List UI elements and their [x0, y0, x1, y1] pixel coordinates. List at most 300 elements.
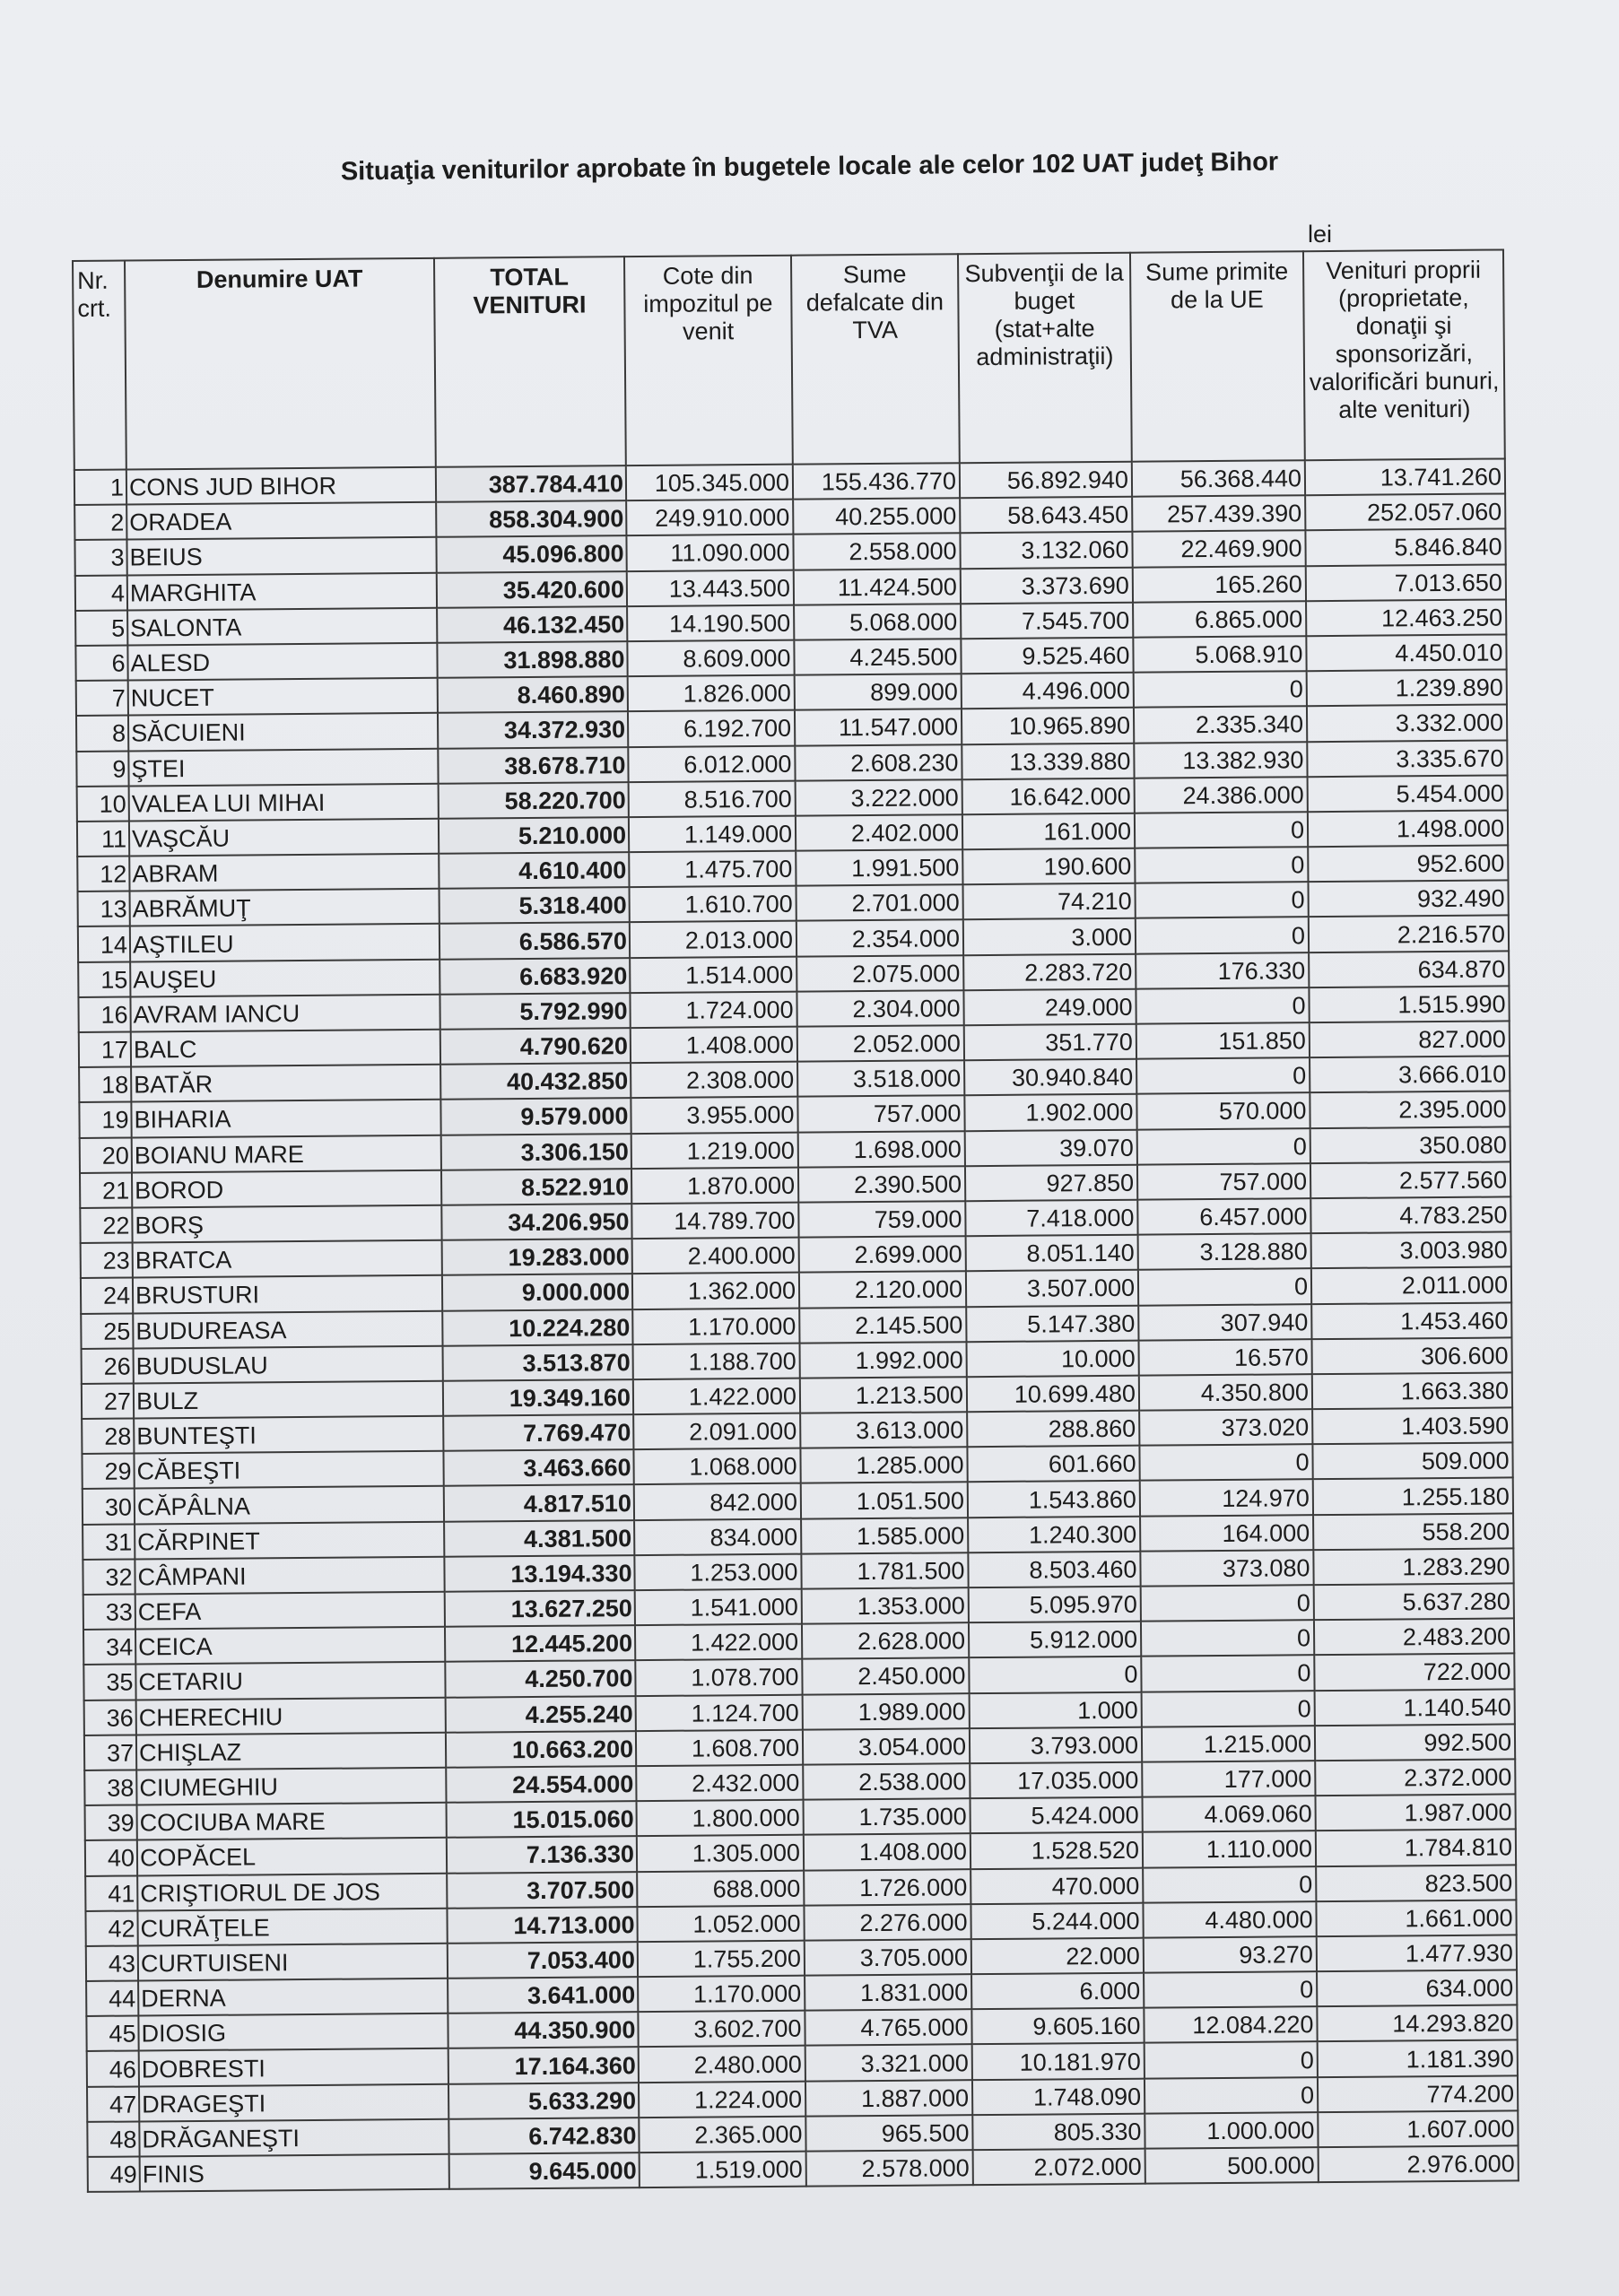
- cell-denumire-uat: COPĂCEL: [137, 1838, 447, 1875]
- cell-denumire-uat: CIUMEGHIU: [136, 1768, 446, 1805]
- cell-denumire-uat: BRATCA: [133, 1240, 442, 1278]
- cell-sume-tva: 3.321.000: [805, 2045, 972, 2082]
- cell-total-venituri: 4.817.510: [444, 1485, 634, 1522]
- cell-nr-crt: 39: [85, 1805, 137, 1841]
- page-title: Situaţia veniturilor aprobate în bugetele locale ale celor 102 UAT judeţ Bihor: [340, 147, 1279, 187]
- cell-total-venituri: 34.372.930: [438, 711, 628, 748]
- cell-total-venituri: 34.206.950: [441, 1204, 631, 1240]
- cell-total-venituri: 12.445.200: [445, 1625, 635, 1662]
- cell-nr-crt: 26: [82, 1348, 134, 1384]
- cell-sume-tva: 5.068.000: [794, 604, 961, 640]
- cell-subventii: 1.543.860: [968, 1481, 1140, 1518]
- cell-sume-ue: 0: [1136, 1057, 1310, 1094]
- cell-cote-impozit: 1.519.000: [640, 2152, 806, 2188]
- header-venituri-proprii: Venituri proprii (proprietate, donaţii şi sponsorizări, valorificări bunuri, alte venituri): [1303, 249, 1505, 460]
- cell-cote-impozit: 1.610.700: [630, 886, 796, 923]
- cell-subventii: 10.699.480: [967, 1376, 1139, 1413]
- cell-denumire-uat: BUNTEŞTI: [134, 1416, 443, 1454]
- cell-subventii: 4.496.000: [962, 673, 1134, 709]
- cell-denumire-uat: BUDUREASA: [133, 1310, 442, 1348]
- cell-sume-ue: 0: [1135, 882, 1308, 918]
- cell-venituri-proprii: 774.200: [1318, 2075, 1518, 2112]
- cell-total-venituri: 4.381.500: [444, 1520, 634, 1557]
- cell-sume-ue: 16.570: [1138, 1339, 1311, 1376]
- cell-denumire-uat: VALEA LUI MIHAI: [129, 783, 439, 821]
- cell-nr-crt: 11: [77, 821, 129, 857]
- cell-cote-impozit: 8.516.700: [629, 780, 796, 817]
- cell-subventii: 58.643.450: [960, 497, 1132, 534]
- cell-denumire-uat: BRUSTURI: [133, 1275, 442, 1313]
- cell-cote-impozit: 2.432.000: [636, 1765, 803, 1802]
- cell-nr-crt: 46: [87, 2051, 139, 2087]
- cell-nr-crt: 41: [85, 1875, 137, 1911]
- cell-denumire-uat: BIHARIA: [131, 1100, 440, 1137]
- cell-total-venituri: 45.096.800: [436, 536, 626, 573]
- cell-sume-tva: 1.726.000: [804, 1869, 971, 1906]
- cell-sume-ue: 176.330: [1136, 952, 1309, 989]
- cell-subventii: 1.000: [970, 1692, 1142, 1728]
- cell-cote-impozit: 834.000: [634, 1518, 801, 1555]
- cell-sume-ue: 56.368.440: [1132, 460, 1305, 497]
- cell-subventii: 5.424.000: [971, 1797, 1143, 1834]
- cell-denumire-uat: AVRAM IANCU: [130, 995, 440, 1032]
- cell-cote-impozit: 1.362.000: [632, 1273, 799, 1309]
- cell-denumire-uat: CONS JUD BIHOR: [126, 467, 436, 505]
- cell-sume-ue: 6.457.000: [1137, 1198, 1310, 1235]
- cell-denumire-uat: DIOSIG: [138, 2013, 448, 2051]
- cell-sume-ue: 0: [1135, 812, 1308, 848]
- cell-sume-tva: 2.402.000: [796, 814, 962, 851]
- cell-denumire-uat: ABRĂMUŢ: [130, 889, 440, 926]
- cell-nr-crt: 12: [77, 857, 129, 892]
- cell-nr-crt: 28: [82, 1419, 134, 1455]
- cell-nr-crt: 31: [83, 1524, 135, 1560]
- cell-denumire-uat: CEFA: [135, 1592, 445, 1630]
- cell-denumire-uat: CHERECHIU: [136, 1697, 446, 1735]
- cell-cote-impozit: 2.480.000: [639, 2046, 805, 2083]
- cell-subventii: 8.051.140: [966, 1235, 1138, 1272]
- cell-cote-impozit: 1.219.000: [631, 1132, 798, 1169]
- cell-subventii: 1.240.300: [968, 1516, 1140, 1552]
- cell-nr-crt: 20: [80, 1137, 132, 1173]
- cell-nr-crt: 19: [79, 1102, 131, 1138]
- cell-cote-impozit: 1.514.000: [630, 956, 796, 993]
- cell-total-venituri: 5.792.990: [440, 993, 630, 1030]
- cell-sume-tva: 3.518.000: [797, 1060, 964, 1097]
- cell-subventii: 13.339.880: [962, 743, 1134, 779]
- cell-sume-ue: 13.382.930: [1134, 742, 1307, 778]
- cell-denumire-uat: AŞTILEU: [130, 924, 440, 961]
- cell-venituri-proprii: 5.637.280: [1314, 1583, 1514, 1620]
- cell-sume-ue: 4.069.060: [1142, 1796, 1315, 1832]
- currency-unit: lei: [1308, 221, 1333, 248]
- cell-subventii: 7.545.700: [961, 602, 1133, 639]
- cell-nr-crt: 42: [85, 1910, 137, 1946]
- cell-subventii: 8.503.460: [968, 1552, 1140, 1588]
- cell-venituri-proprii: 1.515.990: [1309, 986, 1509, 1022]
- cell-venituri-proprii: 1.453.460: [1311, 1302, 1511, 1339]
- cell-sume-tva: 11.547.000: [795, 709, 962, 746]
- header-total-venituri: TOTAL VENITURI: [434, 257, 626, 467]
- cell-venituri-proprii: 306.600: [1311, 1337, 1511, 1374]
- cell-denumire-uat: BORŞ: [132, 1205, 441, 1243]
- cell-sume-tva: 759.000: [798, 1201, 965, 1238]
- cell-cote-impozit: 13.443.500: [627, 570, 794, 606]
- cell-nr-crt: 23: [81, 1243, 133, 1279]
- table-header-row: [73, 249, 1505, 470]
- cell-denumire-uat: MARGHITA: [127, 572, 437, 610]
- cell-total-venituri: 387.784.410: [436, 465, 626, 502]
- cell-denumire-uat: AUŞEU: [130, 959, 440, 996]
- cell-subventii: 9.525.460: [961, 638, 1133, 674]
- header-denumire-uat: Denumire UAT: [125, 258, 436, 470]
- cell-sume-ue: 5.068.910: [1133, 636, 1306, 673]
- cell-total-venituri: 8.522.910: [441, 1169, 631, 1205]
- cell-nr-crt: 13: [78, 891, 130, 927]
- cell-subventii: 805.330: [972, 2113, 1145, 2150]
- cell-venituri-proprii: 1.477.930: [1317, 1935, 1517, 1971]
- cell-subventii: 56.892.940: [960, 462, 1132, 499]
- cell-venituri-proprii: 827.000: [1310, 1021, 1510, 1057]
- cell-cote-impozit: 105.345.000: [626, 465, 793, 501]
- cell-total-venituri: 13.627.250: [445, 1590, 635, 1627]
- cell-denumire-uat: ŞTEI: [128, 748, 438, 786]
- cell-venituri-proprii: 2.372.000: [1315, 1759, 1515, 1796]
- cell-sume-ue: 3.128.880: [1138, 1233, 1311, 1270]
- cell-subventii: 0: [969, 1657, 1141, 1693]
- cell-sume-ue: 0: [1136, 987, 1309, 1024]
- cell-cote-impozit: 6.192.700: [628, 710, 795, 747]
- cell-total-venituri: 7.053.400: [448, 1942, 638, 1979]
- cell-denumire-uat: CETARIU: [135, 1662, 445, 1700]
- cell-sume-ue: 373.080: [1140, 1550, 1313, 1587]
- cell-cote-impozit: 11.090.000: [626, 535, 793, 571]
- cell-total-venituri: 3.463.660: [443, 1449, 633, 1486]
- cell-venituri-proprii: 1.784.810: [1316, 1830, 1516, 1866]
- cell-total-venituri: 6.683.920: [440, 958, 630, 995]
- cell-nr-crt: 16: [78, 996, 130, 1032]
- cell-denumire-uat: CĂRPINET: [135, 1521, 444, 1559]
- cell-subventii: 10.965.890: [962, 708, 1134, 744]
- cell-denumire-uat: BUDUSLAU: [134, 1345, 443, 1383]
- cell-subventii: 6.000: [971, 1973, 1144, 2010]
- cell-denumire-uat: CĂPÂLNA: [135, 1486, 444, 1524]
- cell-total-venituri: 3.513.870: [443, 1344, 633, 1381]
- cell-sume-tva: 1.735.000: [804, 1798, 971, 1835]
- cell-cote-impozit: 1.124.700: [636, 1694, 803, 1731]
- cell-sume-tva: 1.285.000: [800, 1447, 967, 1483]
- cell-nr-crt: 27: [82, 1383, 134, 1419]
- cell-sume-tva: 2.628.000: [802, 1622, 969, 1659]
- cell-subventii: 9.605.160: [971, 2008, 1144, 2045]
- cell-subventii: 927.850: [965, 1164, 1137, 1201]
- cell-cote-impozit: 688.000: [637, 1870, 804, 1907]
- cell-nr-crt: 32: [83, 1559, 135, 1595]
- cell-cote-impozit: 1.052.000: [637, 1905, 804, 1942]
- cell-subventii: 3.000: [963, 918, 1136, 955]
- cell-subventii: 470.000: [971, 1867, 1143, 1904]
- cell-venituri-proprii: 2.216.570: [1309, 916, 1509, 952]
- cell-total-venituri: 17.164.360: [448, 2048, 639, 2084]
- cell-subventii: 10.000: [967, 1340, 1139, 1377]
- cell-venituri-proprii: 634.000: [1317, 1970, 1517, 2006]
- cell-sume-tva: 899.000: [795, 674, 962, 710]
- cell-sume-tva: 2.390.500: [798, 1166, 965, 1203]
- cell-total-venituri: 4.790.620: [440, 1028, 631, 1065]
- cell-venituri-proprii: 992.500: [1315, 1724, 1515, 1761]
- cell-venituri-proprii: 7.013.650: [1306, 564, 1506, 601]
- cell-sume-ue: 124.970: [1140, 1480, 1313, 1517]
- cell-venituri-proprii: 5.454.000: [1308, 775, 1508, 812]
- cell-venituri-proprii: 1.283.290: [1313, 1548, 1513, 1585]
- cell-total-venituri: 5.210.000: [439, 817, 629, 854]
- cell-sume-ue: 0: [1143, 1866, 1316, 1903]
- cell-venituri-proprii: 3.666.010: [1310, 1057, 1510, 1093]
- cell-sume-ue: 500.000: [1145, 2147, 1319, 2184]
- cell-nr-crt: 17: [79, 1032, 131, 1068]
- cell-total-venituri: 6.586.570: [440, 923, 630, 960]
- header-sume-tva: Sume defalcate din TVA: [791, 254, 960, 464]
- cell-cote-impozit: 1.224.000: [639, 2081, 805, 2118]
- cell-denumire-uat: ALESD: [127, 643, 437, 681]
- cell-sume-tva: 1.698.000: [798, 1131, 965, 1168]
- cell-denumire-uat: BOROD: [132, 1170, 441, 1208]
- cell-subventii: 601.660: [967, 1446, 1139, 1483]
- cell-sume-ue: 0: [1137, 1128, 1310, 1165]
- cell-denumire-uat: SĂCUIENI: [128, 713, 438, 751]
- cell-cote-impozit: 1.800.000: [637, 1800, 804, 1837]
- cell-cote-impozit: 1.305.000: [637, 1835, 804, 1872]
- cell-cote-impozit: 1.870.000: [631, 1167, 798, 1204]
- cell-venituri-proprii: 932.490: [1308, 881, 1508, 918]
- cell-total-venituri: 9.579.000: [440, 1099, 631, 1135]
- cell-venituri-proprii: 4.783.250: [1310, 1196, 1510, 1233]
- cell-sume-ue: 1.215.000: [1142, 1726, 1315, 1762]
- cell-sume-ue: 0: [1135, 847, 1308, 883]
- cell-cote-impozit: 1.541.000: [635, 1589, 802, 1626]
- cell-total-venituri: 3.707.500: [447, 1872, 637, 1909]
- cell-denumire-uat: CURTUISENI: [138, 1944, 448, 1981]
- cell-sume-tva: 1.213.500: [800, 1377, 967, 1413]
- cell-venituri-proprii: 2.011.000: [1311, 1267, 1511, 1304]
- cell-cote-impozit: 2.308.000: [631, 1062, 797, 1099]
- cell-venituri-proprii: 3.003.980: [1311, 1232, 1511, 1269]
- cell-nr-crt: 8: [76, 716, 128, 752]
- cell-sume-ue: 1.000.000: [1145, 2112, 1318, 2149]
- cell-venituri-proprii: 722.000: [1314, 1654, 1514, 1691]
- cell-nr-crt: 1: [74, 470, 126, 506]
- cell-sume-ue: 4.480.000: [1143, 1901, 1316, 1938]
- cell-subventii: 190.600: [962, 848, 1135, 885]
- cell-sume-ue: 0: [1141, 1585, 1314, 1622]
- cell-sume-tva: 1.051.500: [801, 1483, 968, 1519]
- cell-subventii: 3.793.000: [970, 1726, 1142, 1763]
- cell-cote-impozit: 1.188.700: [633, 1343, 800, 1379]
- cell-sume-ue: 0: [1144, 1971, 1317, 2008]
- header-sume-ue: Sume primite de la UE: [1130, 251, 1305, 462]
- cell-venituri-proprii: 634.870: [1309, 951, 1509, 987]
- cell-venituri-proprii: 509.000: [1312, 1443, 1512, 1480]
- cell-sume-tva: 757.000: [797, 1096, 964, 1133]
- cell-cote-impozit: 1.422.000: [635, 1624, 802, 1661]
- cell-nr-crt: 9: [76, 751, 128, 787]
- cell-subventii: 17.035.000: [970, 1762, 1142, 1799]
- cell-total-venituri: 15.015.060: [447, 1801, 637, 1838]
- cell-nr-crt: 29: [82, 1454, 134, 1490]
- cell-total-venituri: 46.132.450: [437, 606, 627, 643]
- cell-venituri-proprii: 1.663.380: [1312, 1372, 1512, 1409]
- cell-denumire-uat: CHIŞLAZ: [136, 1733, 446, 1770]
- cell-sume-tva: 1.991.500: [796, 849, 962, 886]
- cell-cote-impozit: 6.012.000: [628, 745, 795, 782]
- cell-denumire-uat: CĂBEŞTI: [134, 1451, 443, 1489]
- cell-sume-tva: 2.578.000: [806, 2150, 973, 2187]
- cell-total-venituri: 5.318.400: [440, 887, 630, 924]
- cell-sume-tva: 2.701.000: [796, 884, 963, 921]
- cell-nr-crt: 45: [86, 2016, 138, 2052]
- cell-subventii: 2.283.720: [963, 953, 1136, 990]
- cell-sume-ue: 165.260: [1133, 566, 1306, 603]
- cell-sume-tva: 2.304.000: [796, 990, 963, 1027]
- cell-nr-crt: 24: [81, 1278, 133, 1314]
- cell-nr-crt: 47: [87, 2086, 139, 2122]
- cell-cote-impozit: 2.013.000: [630, 921, 796, 958]
- cell-total-venituri: 58.220.700: [439, 782, 629, 819]
- cell-sume-tva: 1.585.000: [801, 1518, 968, 1554]
- cell-venituri-proprii: 1.255.180: [1313, 1478, 1513, 1515]
- cell-cote-impozit: 1.724.000: [630, 991, 796, 1028]
- cell-total-venituri: 7.136.330: [447, 1836, 637, 1873]
- cell-total-venituri: 19.349.160: [443, 1379, 633, 1416]
- cell-total-venituri: 9.645.000: [449, 2152, 640, 2189]
- cell-denumire-uat: BOIANU MARE: [132, 1135, 441, 1172]
- cell-nr-crt: 44: [86, 1981, 138, 2017]
- cell-sume-ue: 164.000: [1140, 1515, 1313, 1552]
- cell-subventii: 5.147.380: [966, 1305, 1138, 1342]
- cell-nr-crt: 21: [80, 1172, 132, 1208]
- cell-subventii: 1.902.000: [964, 1094, 1136, 1131]
- cell-nr-crt: 38: [84, 1770, 136, 1805]
- cell-venituri-proprii: 3.332.000: [1307, 705, 1507, 742]
- cell-subventii: 39.070: [965, 1129, 1137, 1166]
- cell-cote-impozit: 14.789.700: [631, 1203, 798, 1239]
- cell-nr-crt: 22: [80, 1207, 132, 1243]
- cell-denumire-uat: CÂMPANI: [135, 1557, 444, 1595]
- cell-total-venituri: 7.769.470: [443, 1414, 633, 1451]
- header-subventii: Subvenţii de la buget (stat+alte administraţii): [958, 253, 1132, 464]
- cell-venituri-proprii: 5.846.840: [1305, 529, 1505, 566]
- cell-sume-tva: 40.255.000: [793, 498, 960, 535]
- cell-denumire-uat: ABRAM: [129, 854, 439, 891]
- cell-cote-impozit: 1.068.000: [633, 1448, 800, 1485]
- cell-nr-crt: 4: [75, 575, 127, 611]
- cell-venituri-proprii: 13.741.260: [1305, 458, 1505, 495]
- cell-total-venituri: 858.304.900: [436, 500, 626, 537]
- cell-subventii: 3.507.000: [966, 1270, 1138, 1307]
- cell-denumire-uat: DRĂGANEŞTI: [139, 2119, 448, 2157]
- cell-subventii: 22.000: [971, 1938, 1144, 1975]
- cell-venituri-proprii: 952.600: [1308, 846, 1508, 883]
- cell-denumire-uat: COCIUBA MARE: [137, 1803, 447, 1840]
- cell-subventii: 161.000: [962, 813, 1135, 850]
- cell-venituri-proprii: 4.450.010: [1306, 634, 1506, 671]
- cell-venituri-proprii: 1.607.000: [1318, 2110, 1518, 2147]
- cell-subventii: 74.210: [963, 883, 1136, 920]
- cell-venituri-proprii: 1.181.390: [1318, 2040, 1518, 2077]
- cell-subventii: 2.072.000: [973, 2149, 1145, 2186]
- cell-sume-tva: 965.500: [805, 2115, 972, 2152]
- cell-sume-tva: 2.354.000: [796, 920, 963, 957]
- cell-cote-impozit: 1.253.000: [634, 1553, 801, 1590]
- cell-sume-ue: 0: [1145, 2077, 1318, 2114]
- cell-nr-crt: 25: [81, 1313, 133, 1349]
- cell-nr-crt: 33: [83, 1594, 135, 1630]
- cell-sume-tva: 2.450.000: [802, 1658, 969, 1695]
- cell-denumire-uat: CURĂŢELE: [137, 1908, 447, 1945]
- header-nr-crt: Nr. crt.: [73, 261, 126, 470]
- cell-denumire-uat: FINIS: [140, 2154, 449, 2192]
- cell-venituri-proprii: 2.976.000: [1319, 2145, 1519, 2182]
- cell-subventii: 1.528.520: [971, 1832, 1143, 1869]
- cell-venituri-proprii: 1.239.890: [1307, 670, 1507, 707]
- cell-sume-ue: 4.350.800: [1139, 1374, 1312, 1411]
- cell-venituri-proprii: 1.661.000: [1316, 1900, 1516, 1936]
- cell-venituri-proprii: 14.293.820: [1317, 2005, 1517, 2042]
- cell-cote-impozit: 1.475.700: [629, 851, 796, 888]
- cell-sume-ue: 2.335.340: [1134, 707, 1307, 744]
- cell-nr-crt: 43: [86, 1945, 138, 1981]
- cell-cote-impozit: 2.365.000: [639, 2116, 805, 2152]
- cell-nr-crt: 2: [74, 505, 126, 541]
- cell-nr-crt: 3: [74, 540, 126, 576]
- cell-cote-impozit: 249.910.000: [626, 500, 793, 536]
- cell-denumire-uat: DOBRESTI: [139, 2048, 448, 2086]
- cell-subventii: 16.642.000: [962, 778, 1135, 814]
- cell-sume-tva: 1.989.000: [803, 1693, 970, 1730]
- cell-sume-ue: 93.270: [1144, 1936, 1317, 1973]
- cell-total-venituri: 3.641.000: [448, 1977, 638, 2013]
- cell-denumire-uat: ORADEA: [126, 502, 436, 540]
- header-cote-impozit: Cote din impozitul pe venit: [624, 256, 793, 465]
- cell-sume-tva: 155.436.770: [793, 463, 960, 500]
- cell-nr-crt: 10: [77, 786, 129, 822]
- cell-sume-ue: 0: [1145, 2042, 1318, 2079]
- cell-total-venituri: 24.554.000: [446, 1766, 636, 1803]
- cell-sume-ue: 22.469.900: [1132, 531, 1305, 568]
- cell-subventii: 10.181.970: [972, 2043, 1145, 2080]
- cell-subventii: 351.770: [964, 1024, 1136, 1061]
- cell-sume-tva: 2.075.000: [796, 955, 963, 992]
- cell-nr-crt: 14: [78, 926, 130, 962]
- cell-subventii: 249.000: [963, 989, 1136, 1026]
- cell-venituri-proprii: 3.335.670: [1307, 740, 1507, 777]
- cell-cote-impozit: 1.422.000: [633, 1378, 800, 1415]
- cell-sume-ue: 0: [1136, 918, 1309, 954]
- cell-nr-crt: 48: [87, 2121, 139, 2157]
- cell-sume-tva: 2.699.000: [799, 1236, 966, 1273]
- cell-denumire-uat: BALC: [131, 1030, 440, 1067]
- cell-sume-tva: 1.992.000: [800, 1342, 967, 1378]
- cell-sume-tva: 11.424.500: [794, 569, 961, 605]
- cell-cote-impozit: 1.608.700: [636, 1729, 803, 1766]
- cell-denumire-uat: DRAGEŞTI: [139, 2083, 448, 2121]
- cell-nr-crt: 35: [83, 1665, 135, 1700]
- cell-venituri-proprii: 2.577.560: [1310, 1161, 1510, 1198]
- cell-venituri-proprii: 12.463.250: [1306, 599, 1506, 636]
- cell-denumire-uat: DERNA: [138, 1979, 448, 2016]
- cell-sume-tva: 2.558.000: [793, 534, 960, 570]
- cell-sume-ue: 1.110.000: [1143, 1831, 1316, 1867]
